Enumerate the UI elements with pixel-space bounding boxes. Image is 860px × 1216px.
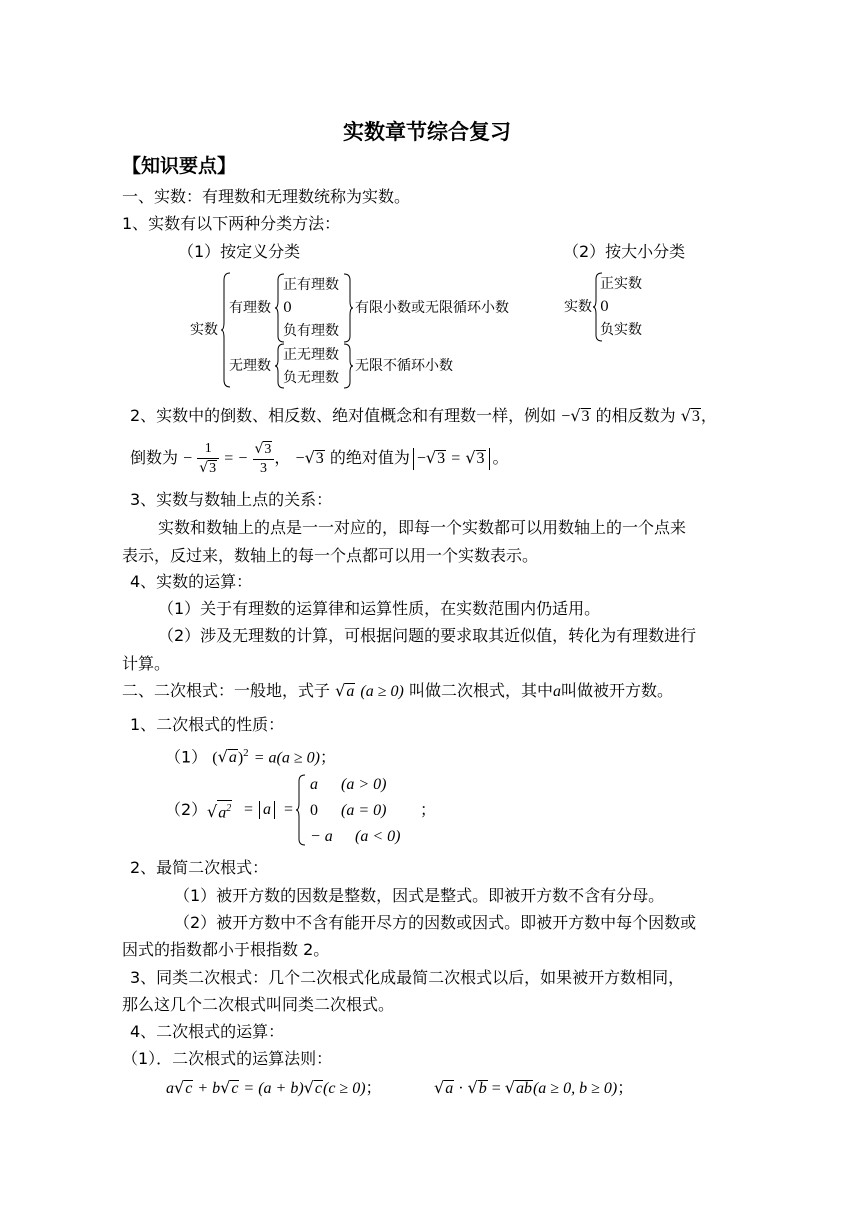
- text-line: 表示，反过来，数轴上的每一个点都可以用一个实数表示。: [122, 546, 539, 565]
- brace-rational-close: [343, 273, 353, 343]
- tree-pos-irrational: 正无理数: [283, 347, 339, 363]
- text-line-quadratic-radical: 二、二次根式：一般地，式子 √a (a ≥ 0) 叫做二次根式，其中a叫做被开方数。: [122, 681, 673, 700]
- text-line: 那么这几个二次根式叫同类二次根式。: [122, 995, 395, 1014]
- tree-zero: 0: [283, 300, 292, 316]
- text-line-reciprocal: 2、实数中的倒数、相反数、绝对值概念和有理数一样，例如 −√3 的相反数为 √3，: [130, 406, 717, 425]
- text-line: 因式的指数都小于根指数 2。: [122, 940, 330, 959]
- tree-neg-rational: 负有理数: [283, 323, 339, 339]
- section-heading: 【知识要点】: [122, 155, 237, 177]
- subheading-by-size: （2）按大小分类: [563, 242, 686, 261]
- rule-addition: a√c + b√c = (a + b)√c(c ≥ 0)；: [166, 1078, 382, 1097]
- rule-multiplication: √a · √b = √ab(a ≥ 0, b ≥ 0)；: [434, 1078, 634, 1097]
- text-line: 1、二次根式的性质：: [130, 715, 285, 734]
- brace-irrational-close: [343, 343, 353, 389]
- page-title: 实数章节综合复习: [343, 120, 511, 144]
- text-line: （1）被开方数的因数是整数，因式是整式。即被开方数不含有分母。: [174, 886, 665, 905]
- text-line: 2、最简二次根式：: [130, 858, 269, 877]
- tree-irrational-label: 无理数: [229, 358, 271, 374]
- text-line: 3、实数与数轴上点的关系：: [130, 490, 333, 509]
- text-line: （2）被开方数中不含有能开尽方的因数或因式。即被开方数中每个因数或: [174, 913, 697, 932]
- tree-irrational-note: 无限不循环小数: [355, 358, 453, 374]
- tree-rational-label: 有理数: [229, 300, 271, 316]
- text-line: （1）．二次根式的运算法则：: [122, 1049, 333, 1068]
- text-line: （2）涉及无理数的计算，可根据问题的要求取其近似值，转化为有理数进行: [158, 626, 697, 645]
- text-line: 3、同类二次根式：几个二次根式化成最简二次根式以后，如果被开方数相同，: [130, 968, 685, 987]
- text-line: 实数和数轴上的点是一一对应的，即每一个实数都可以用数轴上的一个点来: [158, 518, 687, 537]
- text-line: 4、实数的运算：: [130, 572, 253, 591]
- text-line: 计算。: [122, 654, 171, 673]
- text-line-abs: 倒数为 − $\frac{1}{√3}$ = − $\frac{√3}{3}$ ， −√3 的绝对值为 −√3 = √3 。: [130, 440, 509, 476]
- brace-piecewise: [296, 774, 306, 846]
- text-line: 1、实数有以下两种分类方法：: [122, 214, 341, 233]
- subheading-by-definition: （1）按定义分类: [178, 242, 301, 261]
- tree-neg-irrational: 负无理数: [283, 370, 339, 386]
- text-line: （1）关于有理数的运算律和运算性质，在实数范围内仍适用。: [158, 599, 601, 618]
- tree-pos-rational: 正有理数: [283, 277, 339, 293]
- text-line: 一、实数：有理数和无理数统称为实数。: [122, 187, 411, 206]
- property-1: （1） $(√a)^2 = a(a \ge 0)$；: [165, 747, 336, 767]
- tree2-negative: 负实数: [600, 322, 642, 338]
- tree2-root-label: 实数: [564, 299, 592, 315]
- fraction-one-over-root3: $\frac{1}{√3}$: [197, 440, 219, 478]
- tree-rational-note: 有限小数或无限循环小数: [355, 300, 509, 316]
- text-line: 4、二次根式的运算：: [130, 1022, 285, 1041]
- tree2-positive: 正实数: [600, 276, 642, 292]
- tree2-zero: 0: [600, 299, 609, 315]
- fraction-root3-over-3: $\frac{√3}{3}$: [253, 440, 275, 478]
- tree-root-label: 实数: [190, 322, 218, 338]
